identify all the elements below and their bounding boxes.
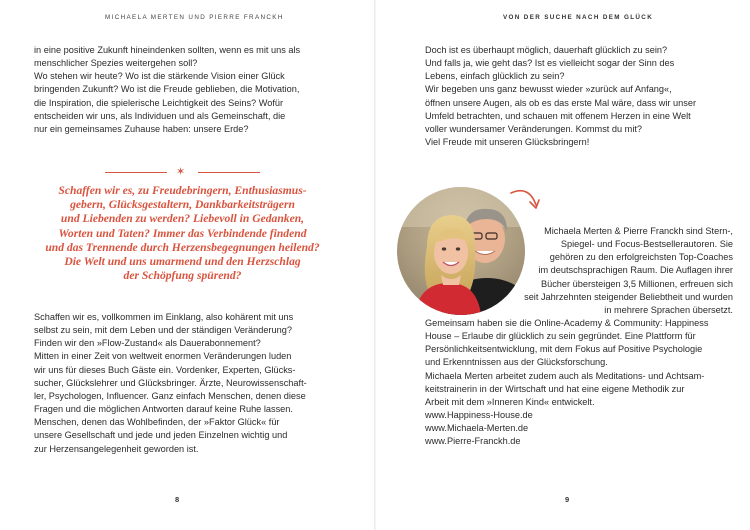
text-line: unsere Gesellschaft und jede und jeden Einzelnen wichtig und	[34, 430, 288, 441]
text-line: in eine positive Zukunft hineindenken sollten, wenn es mit uns als	[34, 45, 301, 55]
running-head-left: MICHAELA MERTEN UND PIERRE FRANCKH	[105, 14, 284, 21]
intro-paragraph-left	[34, 44, 300, 136]
text-line: in mehrere Sprachen übersetzt.	[604, 304, 733, 315]
text-line: Viel Freude mit unseren Glücksbringern!	[425, 137, 590, 148]
text-line: Bücher übersteigen 3,5 Millionen, erfreuen sich	[540, 278, 733, 289]
text-line: entscheiden wir uns, als Individuen und als Gemeinschaft, die	[34, 110, 286, 121]
pull-quote	[30, 184, 335, 283]
page-number-left: 8	[175, 495, 180, 504]
text-line: Arbeit mit dem »Inneren Kind« entwickelt.	[425, 396, 595, 407]
text-line: Persönlichkeitsentwicklung, mit dem Fokus auf Positive Psychologie	[425, 344, 703, 355]
body-paragraph-left	[34, 311, 307, 456]
text-line: Fragen und die möglichen Antworten darauf keine Ruhe lassen.	[34, 404, 293, 415]
text-line: gehören zu den erfolgreichsten Top-Coaches	[549, 252, 733, 263]
text-line: Menschen, denen das Wohlbefinden, der »Faktor Glück« für	[34, 417, 280, 428]
page-number-right: 9	[565, 495, 570, 504]
running-head-right: VON DER SUCHE NACH DEM GLÜCK	[503, 14, 654, 21]
quote-line: gebern, Glücksgestaltern, Dankbarkeitsträgern	[70, 198, 295, 212]
text-line: sucher, Glückslehrer und Glücksbringer. Ärzte, Neurowissenschaft-	[34, 377, 307, 388]
text-line: Gemeinsam haben sie die Online-Academy & Community: Happiness	[425, 318, 709, 328]
website-link-pierre-franckh[interactable]: www.Pierre-Franckh.de	[425, 436, 521, 447]
text-line: Michaela Merten & Pierre Franckh sind Stern-,	[544, 226, 733, 236]
quote-line: Worten und Taten? Immer das Verbindende findend	[58, 226, 307, 240]
text-line: öffnen unsere Augen, als ob es das erste Mal wäre, dass wir unser	[425, 97, 697, 108]
text-line: nur ein gemeinsames Zuhause haben: unsere Erde?	[34, 123, 249, 134]
quote-line: Die Welt und uns umarmend und den Herzschlag	[64, 255, 301, 269]
curved-arrow-icon	[509, 187, 543, 217]
text-line: zur Herzensangelegenheit geworden ist.	[34, 443, 199, 454]
text-line: wir uns für dieses Buch Gäste ein. Vordenker, Experten, Glücks-	[34, 364, 296, 375]
text-line: im deutschsprachigen Raum. Die Auflagen ihrer	[538, 265, 733, 276]
text-line: keitstrainerin in der Wirtschaft und hat eine eigene Methodik zur	[425, 383, 685, 394]
text-line: House – Erlaube dir glücklich zu sein gegründet. Eine Plattform für	[425, 331, 696, 342]
text-line: und Erkenntnissen aus der Glücksforschung.	[425, 357, 608, 368]
quote-line: und das Trennende durch Herzensbegegnungen heilend?	[45, 240, 320, 254]
text-line: Michaela Merten arbeitet zudem auch als Meditations- und Achtsam-	[425, 370, 705, 381]
text-line: Doch ist es überhaupt möglich, dauerhaft glücklich zu sein?	[425, 45, 668, 55]
author-bio-paragraph	[425, 317, 708, 449]
text-line: selbst zu sein, mit dem Leben und der ständigen Veränderung?	[34, 325, 292, 336]
website-link-michaela-merten[interactable]: www.Michaela-Merten.de	[425, 423, 529, 434]
right-page	[375, 0, 750, 530]
website-link-happiness-house[interactable]: www.Happiness-House.de	[425, 410, 533, 421]
quote-line: und Liebenden zu werden? Liebevoll in Gedanken,	[60, 212, 305, 226]
quote-line: Schaffen wir es, zu Freudebringern, Enthusiasmus-	[58, 184, 307, 197]
ornament-divider	[105, 165, 260, 178]
text-line: Schaffen wir es, vollkommen im Einklang, also kohärent mit uns	[34, 312, 294, 322]
text-line: Finden wir den »Flow-Zustand« als Dauerabonnement?	[34, 338, 261, 349]
text-line: menschlicher Spezies weitergehen soll?	[34, 58, 198, 69]
text-line: bringenden Zukunft? Wo ist die Freude geblieben, die Motivation,	[34, 84, 300, 95]
text-line: Wir begeben uns ganz bewusst wieder »zurück auf Anfang«,	[425, 84, 672, 95]
author-bio-wrap	[375, 225, 733, 317]
text-line: Mitten in einer Zeit von weltweit enormen Veränderungen luden	[34, 351, 292, 362]
text-line: Und falls ja, wie geht das? Ist es vielleicht sogar der Sinn des	[425, 58, 675, 69]
quote-line: der Schöpfung spürend?	[123, 269, 242, 283]
text-line: Umfeld betrachten, und schauen mit offenem Herzen in eine Welt	[425, 110, 691, 121]
text-line: Wo stehen wir heute? Wo ist die stärkende Vision einer Glück	[34, 71, 285, 82]
asterisk-ornament-icon: ✶	[176, 165, 186, 178]
text-line: Spiegel- und Focus-Bestsellerautoren. Sie	[560, 239, 733, 250]
intro-paragraph-right	[425, 44, 696, 149]
text-line: die Inspiration, die spielerische Leichtigkeit des Seins? Wofür	[34, 97, 284, 108]
divider-rule-right	[198, 172, 260, 173]
text-line: voller wundersamer Veränderungen. Kommst du mit?	[425, 123, 643, 134]
divider-rule-left	[105, 172, 167, 173]
text-line: seit Jahrzehnten steigender Beliebtheit und wurden	[524, 291, 733, 302]
text-line: Lebens, einfach glücklich zu sein?	[425, 71, 565, 82]
text-line: ler, Psychologen, Influencer. Ganz einfach Menschen, denen diese	[34, 390, 306, 401]
